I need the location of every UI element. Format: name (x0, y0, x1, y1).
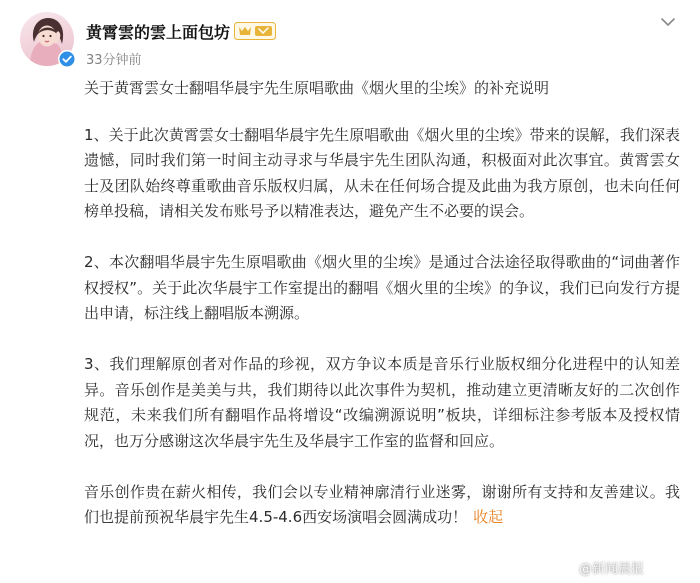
post-header (0, 0, 700, 80)
author-name[interactable]: 黄霄雲的雲上面包坊 (86, 23, 231, 42)
paragraph-3: 3、我们理解原创者对作品的珍视，双方争议本质是音乐行业版权细分化进程中的认知差异。音乐创作是美美与共，我们期待以此次事件为契机，推动建立更清晰友好的二次创作规范，未来我们所有翻唱作品将增设“改编溯源说明”板块，详细标注参考版本及授权情况，也万分感谢这次华晨宇先生及华晨宇工作室的监督和回应。 (84, 355, 680, 450)
more-button[interactable] (656, 10, 680, 34)
verified-check-icon (59, 51, 75, 67)
watermark: @新闻晨报 (578, 562, 644, 577)
vip-member-icon (234, 22, 276, 40)
post-body (84, 76, 680, 556)
paragraph-2: 2、本次翻唱华晨宇先生原唱歌曲《烟火里的尘埃》是通过合法途径取得歌曲的“词曲著作权授权”。关于此次华晨宇工作室提出的翻唱《烟火里的尘埃》的争议，我们已向发行方提出申请，标注线上翻唱版本溯源。 (84, 253, 680, 322)
post-title: 关于黄霄雲女士翻唱华晨宇先生原唱歌曲《烟火里的尘埃》的补充说明 (84, 79, 550, 97)
post-time: 33分钟前 (86, 53, 142, 68)
closing-text: 音乐创作贵在薪火相传，我们会以专业精神廓清行业迷雾，谢谢所有支持和友善建议。我们也提前预祝华晨宇先生4.5-4.6西安场演唱会圆满成功！ (84, 482, 680, 526)
member-badge[interactable] (234, 22, 276, 40)
author-avatar[interactable] (20, 12, 74, 66)
paragraph-1: 1、关于此次黄霄雲女士翻唱华晨宇先生原唱歌曲《烟火里的尘埃》带来的误解，我们深表遗憾，同时我们第一时间主动寻求与华晨宇先生团队沟通，积极面对此次事宜。黄霄雲女士及团队始终尊重歌曲音乐版权归属，从未在任何场合提及此曲为我方原创，也未向任何榜单投稿，请相关发布账号予以精准表达，避免产生不必要的误会。 (84, 125, 680, 220)
chevron-down-icon (660, 17, 676, 27)
closing-paragraph (84, 480, 680, 531)
verified-badge (58, 50, 76, 68)
collapse-link[interactable]: 收起 (473, 508, 504, 526)
